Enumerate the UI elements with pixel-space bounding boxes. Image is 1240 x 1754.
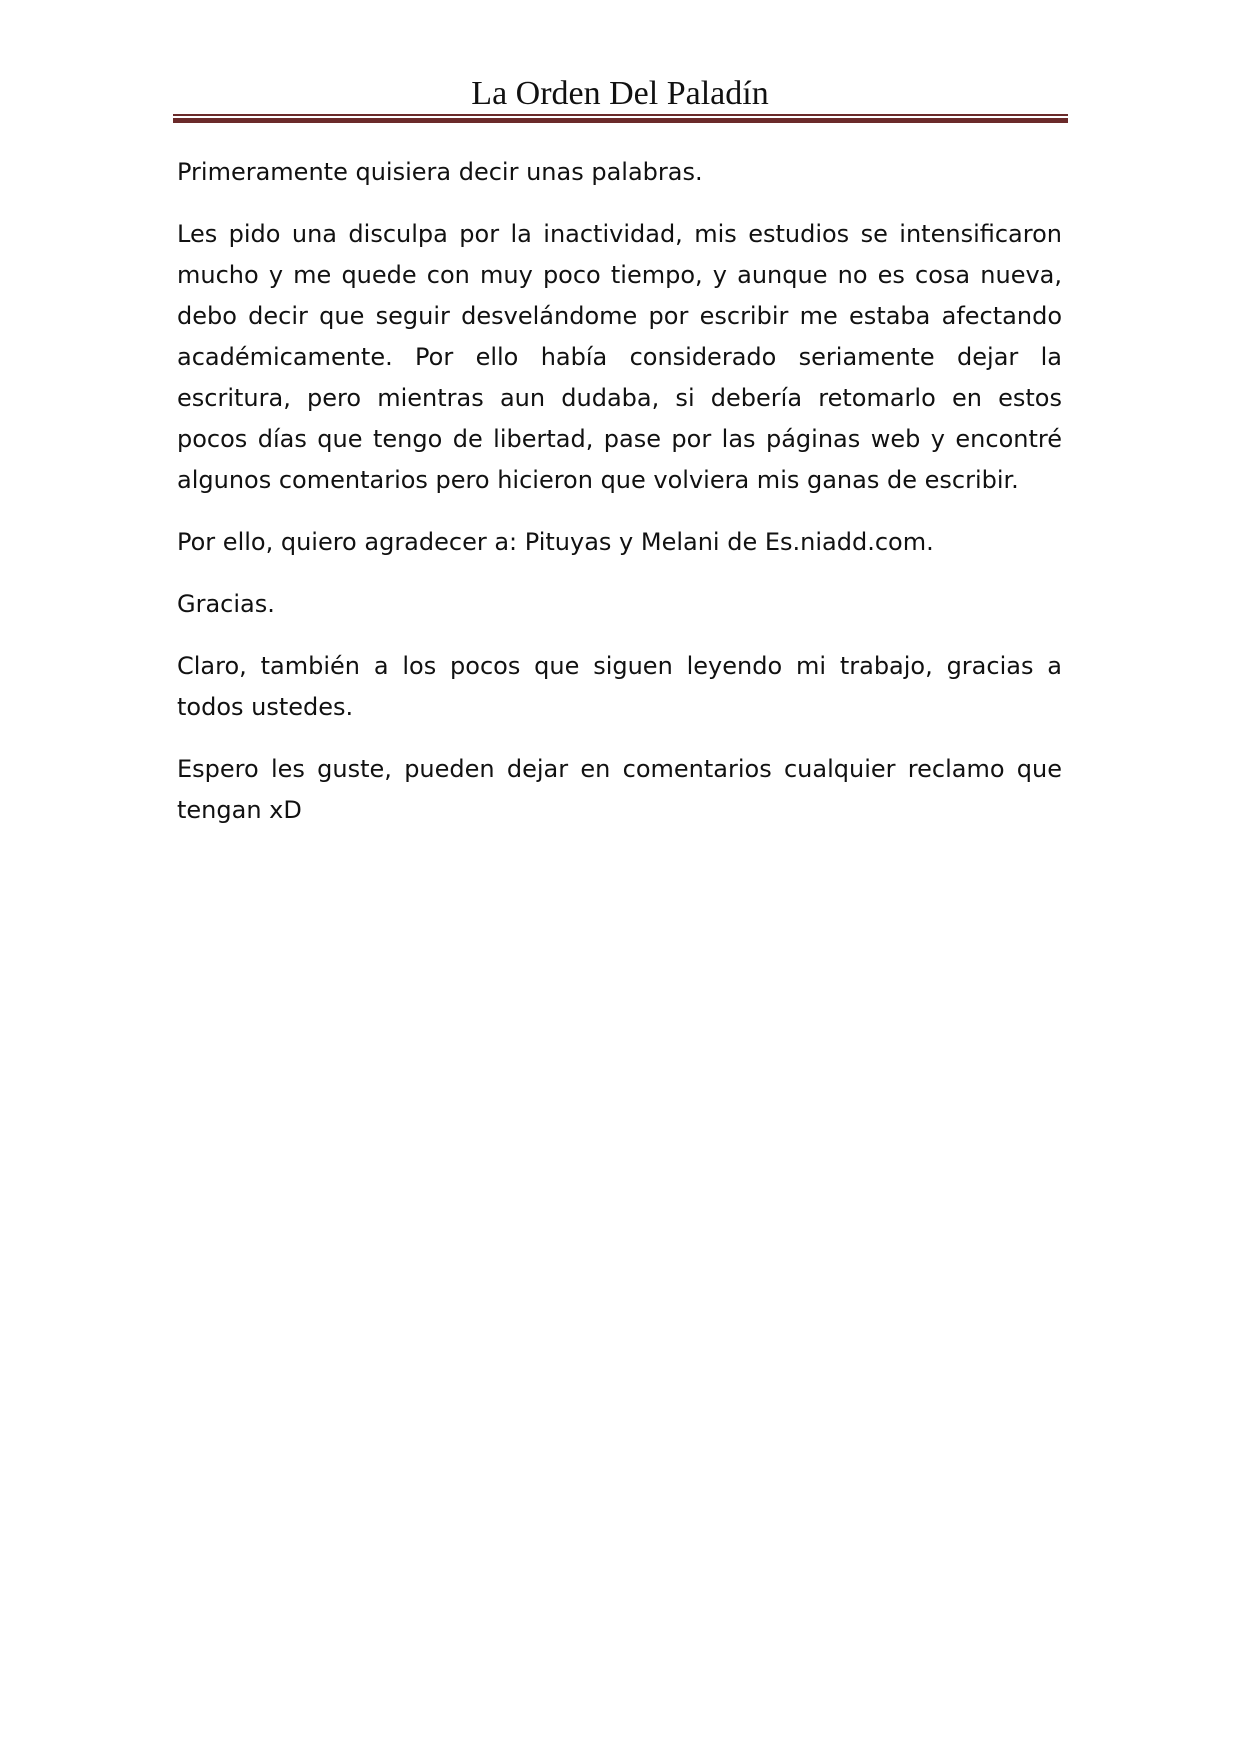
header-rule (173, 114, 1068, 124)
paragraph-gracias: Gracias. (177, 590, 275, 618)
paragraph-intro: Primeramente quisiera decir unas palabras. (177, 158, 703, 186)
page-header-title: La Orden Del Paladín (471, 75, 769, 112)
paragraph-apology: Les pido una disculpa por la inactividad, mis estudios se intensificaron mucho y me quede con muy poco tiempo, y aunque no es cosa nueva, debo decir que seguir desvelándome por escribir me estaba afectando académicamente. Por ello había considerado seriamente dejar la escritura, pero mientras aun dudaba, si debería retomarlo en estos pocos días que tengo de libertad, pase por las páginas web y encontré algunos comentarios pero hicieron que volviera mis ganas de escribir. (177, 220, 1062, 494)
header-rule-thin-line (173, 114, 1068, 116)
paragraph-closing: Espero les guste, pueden dejar en comentarios cualquier reclamo que tengan xD (177, 755, 1062, 824)
document-body (177, 152, 1062, 852)
paragraph-readers: Claro, también a los pocos que siguen leyendo mi trabajo, gracias a todos ustedes. (177, 652, 1062, 721)
paragraph-thanks: Por ello, quiero agradecer a: Pituyas y Melani de Es.niadd.com. (177, 528, 934, 556)
header-rule-thick-line (173, 118, 1068, 123)
